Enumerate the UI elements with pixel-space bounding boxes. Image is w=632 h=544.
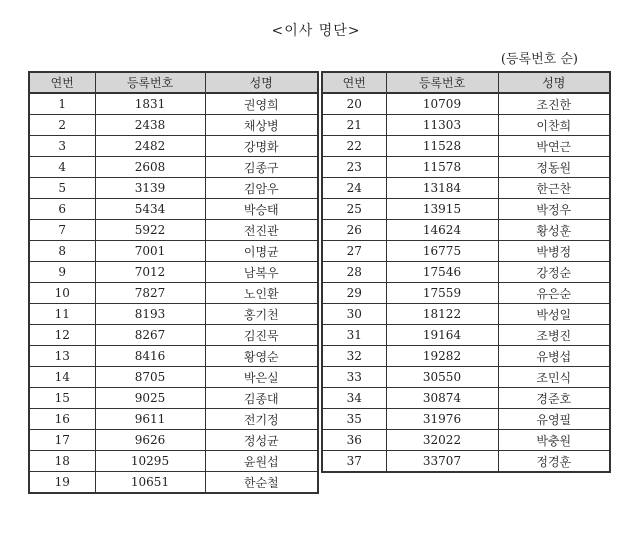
cell-serial: 2 [29, 115, 95, 136]
cell-name: 홍기천 [205, 304, 318, 325]
cell-reg-number: 30550 [386, 367, 498, 388]
cell-name: 박성일 [498, 304, 610, 325]
cell-serial: 36 [322, 430, 386, 451]
cell-reg-number: 7001 [95, 241, 205, 262]
cell-serial: 28 [322, 262, 386, 283]
table-row [29, 283, 318, 304]
cell-serial: 32 [322, 346, 386, 367]
cell-reg-number: 2482 [95, 136, 205, 157]
cell-reg-number: 11303 [386, 115, 498, 136]
cell-serial: 8 [29, 241, 95, 262]
table-row [322, 157, 610, 178]
table-row [29, 199, 318, 220]
cell-serial: 10 [29, 283, 95, 304]
table-row [322, 93, 610, 115]
cell-reg-number: 8267 [95, 325, 205, 346]
cell-name: 유은순 [498, 283, 610, 304]
cell-name: 유영필 [498, 409, 610, 430]
cell-reg-number: 13184 [386, 178, 498, 199]
cell-name: 노인환 [205, 283, 318, 304]
cell-name: 김암우 [205, 178, 318, 199]
table-row [322, 388, 610, 409]
cell-name: 강정순 [498, 262, 610, 283]
cell-reg-number: 8705 [95, 367, 205, 388]
table-row [322, 199, 610, 220]
cell-reg-number: 11578 [386, 157, 498, 178]
members-table-right [321, 71, 611, 473]
cell-reg-number: 2608 [95, 157, 205, 178]
table-row [29, 451, 318, 472]
cell-name: 박병정 [498, 241, 610, 262]
table-header-row [29, 72, 318, 93]
cell-reg-number: 5434 [95, 199, 205, 220]
cell-reg-number: 32022 [386, 430, 498, 451]
table-row [29, 93, 318, 115]
cell-serial: 31 [322, 325, 386, 346]
cell-reg-number: 19164 [386, 325, 498, 346]
cell-reg-number: 18122 [386, 304, 498, 325]
cell-reg-number: 19282 [386, 346, 498, 367]
cell-reg-number: 8193 [95, 304, 205, 325]
cell-reg-number: 3139 [95, 178, 205, 199]
table-row [322, 430, 610, 451]
table-row [322, 409, 610, 430]
cell-name: 이찬희 [498, 115, 610, 136]
table-row [29, 430, 318, 451]
cell-serial: 20 [322, 93, 386, 115]
cell-serial: 29 [322, 283, 386, 304]
cell-serial: 22 [322, 136, 386, 157]
cell-serial: 19 [29, 472, 95, 494]
table-row [322, 451, 610, 473]
cell-reg-number: 13915 [386, 199, 498, 220]
cell-reg-number: 7827 [95, 283, 205, 304]
table-row [29, 115, 318, 136]
cell-serial: 11 [29, 304, 95, 325]
cell-name: 황성훈 [498, 220, 610, 241]
cell-serial: 5 [29, 178, 95, 199]
cell-reg-number: 9025 [95, 388, 205, 409]
cell-serial: 17 [29, 430, 95, 451]
cell-serial: 4 [29, 157, 95, 178]
cell-reg-number: 5922 [95, 220, 205, 241]
cell-reg-number: 9626 [95, 430, 205, 451]
cell-serial: 7 [29, 220, 95, 241]
cell-serial: 33 [322, 367, 386, 388]
cell-reg-number: 17559 [386, 283, 498, 304]
table-row [29, 178, 318, 199]
table-row [29, 367, 318, 388]
cell-name: 박연근 [498, 136, 610, 157]
cell-reg-number: 9611 [95, 409, 205, 430]
cell-serial: 9 [29, 262, 95, 283]
cell-reg-number: 30874 [386, 388, 498, 409]
cell-name: 전기정 [205, 409, 318, 430]
cell-name: 유병섭 [498, 346, 610, 367]
cell-name: 정경훈 [498, 451, 610, 473]
cell-serial: 27 [322, 241, 386, 262]
table-row [29, 409, 318, 430]
cell-serial: 37 [322, 451, 386, 473]
cell-name: 한순철 [205, 472, 318, 494]
table-row [322, 304, 610, 325]
cell-serial: 23 [322, 157, 386, 178]
table-row [29, 304, 318, 325]
cell-serial: 3 [29, 136, 95, 157]
cell-serial: 1 [29, 93, 95, 115]
cell-name: 조민식 [498, 367, 610, 388]
cell-reg-number: 16775 [386, 241, 498, 262]
cell-reg-number: 1831 [95, 93, 205, 115]
cell-serial: 14 [29, 367, 95, 388]
sort-note: (등록번호 순) [500, 52, 578, 67]
table-header-row [322, 72, 610, 93]
cell-name: 조병진 [498, 325, 610, 346]
cell-reg-number: 14624 [386, 220, 498, 241]
cell-serial: 18 [29, 451, 95, 472]
cell-serial: 25 [322, 199, 386, 220]
cell-name: 윤원섭 [205, 451, 318, 472]
table-row [29, 241, 318, 262]
cell-reg-number: 7012 [95, 262, 205, 283]
cell-reg-number: 10709 [386, 93, 498, 115]
table-row [29, 136, 318, 157]
header-serial: 연번 [322, 72, 386, 93]
table-row [322, 220, 610, 241]
header-reg-number: 등록번호 [95, 72, 205, 93]
cell-reg-number: 8416 [95, 346, 205, 367]
cell-name: 이명균 [205, 241, 318, 262]
page-title: <이사 명단> [271, 23, 361, 39]
cell-name: 조진한 [498, 93, 610, 115]
cell-serial: 34 [322, 388, 386, 409]
cell-serial: 12 [29, 325, 95, 346]
cell-serial: 26 [322, 220, 386, 241]
cell-reg-number: 31976 [386, 409, 498, 430]
cell-reg-number: 11528 [386, 136, 498, 157]
table-row [322, 283, 610, 304]
cell-name: 남복우 [205, 262, 318, 283]
table-row [29, 325, 318, 346]
cell-name: 권영희 [205, 93, 318, 115]
cell-name: 강명화 [205, 136, 318, 157]
cell-name: 채상병 [205, 115, 318, 136]
table-row [322, 241, 610, 262]
cell-serial: 16 [29, 409, 95, 430]
cell-reg-number: 10295 [95, 451, 205, 472]
header-reg-number: 등록번호 [386, 72, 498, 93]
cell-name: 정성균 [205, 430, 318, 451]
cell-serial: 35 [322, 409, 386, 430]
header-name: 성명 [498, 72, 610, 93]
cell-name: 김진묵 [205, 325, 318, 346]
cell-serial: 6 [29, 199, 95, 220]
table-row [29, 388, 318, 409]
table-row [29, 157, 318, 178]
cell-serial: 13 [29, 346, 95, 367]
table-row [322, 325, 610, 346]
header-serial: 연번 [29, 72, 95, 93]
cell-reg-number: 33707 [386, 451, 498, 473]
cell-reg-number: 17546 [386, 262, 498, 283]
cell-name: 박충원 [498, 430, 610, 451]
cell-name: 박승태 [205, 199, 318, 220]
header-name: 성명 [205, 72, 318, 93]
cell-serial: 15 [29, 388, 95, 409]
table-row [322, 346, 610, 367]
cell-name: 경준호 [498, 388, 610, 409]
table-row [29, 472, 318, 494]
cell-serial: 24 [322, 178, 386, 199]
cell-reg-number: 2438 [95, 115, 205, 136]
table-row [29, 346, 318, 367]
table-row [322, 115, 610, 136]
table-row [322, 136, 610, 157]
table-row [29, 220, 318, 241]
cell-name: 전진관 [205, 220, 318, 241]
table-row [29, 262, 318, 283]
members-table-left [28, 71, 319, 494]
cell-name: 박은실 [205, 367, 318, 388]
cell-serial: 30 [322, 304, 386, 325]
table-row [322, 178, 610, 199]
cell-name: 김종구 [205, 157, 318, 178]
cell-reg-number: 10651 [95, 472, 205, 494]
table-row [322, 262, 610, 283]
cell-name: 박정우 [498, 199, 610, 220]
cell-serial: 21 [322, 115, 386, 136]
cell-name: 한근찬 [498, 178, 610, 199]
cell-name: 김종대 [205, 388, 318, 409]
table-row [322, 367, 610, 388]
cell-name: 황영순 [205, 346, 318, 367]
cell-name: 정동원 [498, 157, 610, 178]
